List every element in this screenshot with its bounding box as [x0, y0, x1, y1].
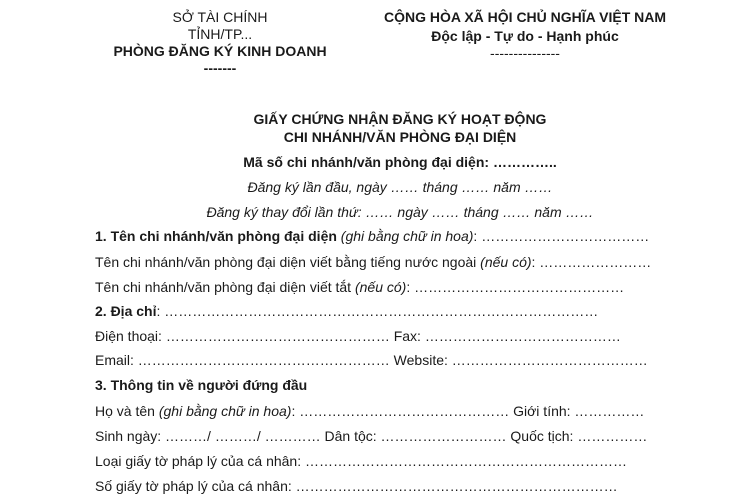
document-subtitle: CHI NHÁNH/VĂN PHÒNG ĐẠI DIỆN: [283, 129, 517, 145]
section3-heading: 3. Thông tin về người đứng đầu: [95, 377, 308, 393]
phone-fax-line: Điện thoại: ………………………………………… Fax: ……………………………………: [95, 328, 621, 344]
head-name-label: Họ và tên: [95, 403, 159, 419]
document-title: GIẤY CHỨNG NHẬN ĐĂNG KÝ HOẠT ĐỘNG: [253, 111, 547, 127]
section2-fill: : …………………………………………………………………………………: [156, 303, 599, 319]
foreign-name-note: (nếu có): [480, 254, 532, 270]
section1-title: 1. Tên chi nhánh/văn phòng đại diện: [95, 228, 337, 244]
national-motto: Độc lập - Tự do - Hạnh phúc: [431, 28, 619, 44]
section2-heading: [95, 302, 598, 320]
section1-heading: [95, 227, 649, 245]
authority-divider: -------: [203, 60, 237, 76]
email-website-line: Email: ……………………………………………… Website: ……………………………………: [95, 352, 648, 368]
branch-code-line: Mã số chi nhánh/văn phòng đại diện: …………..: [243, 154, 557, 170]
foreign-name-label: Tên chi nhánh/văn phòng đại diện viết bằng tiếng nước ngoài: [95, 254, 481, 270]
section1-note: (ghi bằng chữ in hoa): [336, 228, 474, 244]
id-type-line: Loại giấy tờ pháp lý của cá nhân: ……………………………………………………………: [95, 453, 627, 469]
id-number-line: Số giấy tờ pháp lý của cá nhân: ……………………………………………………………: [95, 478, 618, 494]
head-name-line: [95, 402, 644, 420]
short-name-note: (nếu có): [354, 279, 407, 295]
national-title: CỘNG HÒA XÃ HỘI CHỦ NGHĨA VIỆT NAM: [383, 9, 667, 25]
change-registration-line: Đăng ký thay đổi lần thứ: …… ngày …… tháng …… năm ……: [206, 204, 594, 220]
short-name-fill: : ………………………………………: [406, 279, 625, 295]
head-name-note: (ghi bằng chữ in hoa): [158, 403, 292, 419]
section1-fill: : ………………………………: [473, 228, 650, 244]
national-divider: ---------------: [490, 45, 560, 61]
foreign-name-line: [95, 253, 651, 271]
section2-title: 2. Địa chỉ: [95, 303, 157, 319]
authority-office: PHÒNG ĐĂNG KÝ KINH DOANH: [113, 43, 327, 59]
authority-dept: SỞ TÀI CHÍNH: [172, 9, 268, 25]
short-name-line: [95, 278, 624, 296]
birth-ethnicity-line: Sinh ngày: ………/ ………/ ………… Dân tộc: ……………………… Quốc tịch: ……………: [95, 428, 648, 444]
authority-province: TỈNH/TP...: [187, 26, 253, 42]
short-name-label: Tên chi nhánh/văn phòng đại diện viết tắt: [95, 279, 355, 295]
first-registration-line: Đăng ký lần đầu, ngày …… tháng …… năm ……: [247, 179, 553, 195]
foreign-name-fill: : ……………………: [531, 254, 652, 270]
head-name-fill: : ……………………………………… Giới tính: ……………: [291, 403, 645, 419]
